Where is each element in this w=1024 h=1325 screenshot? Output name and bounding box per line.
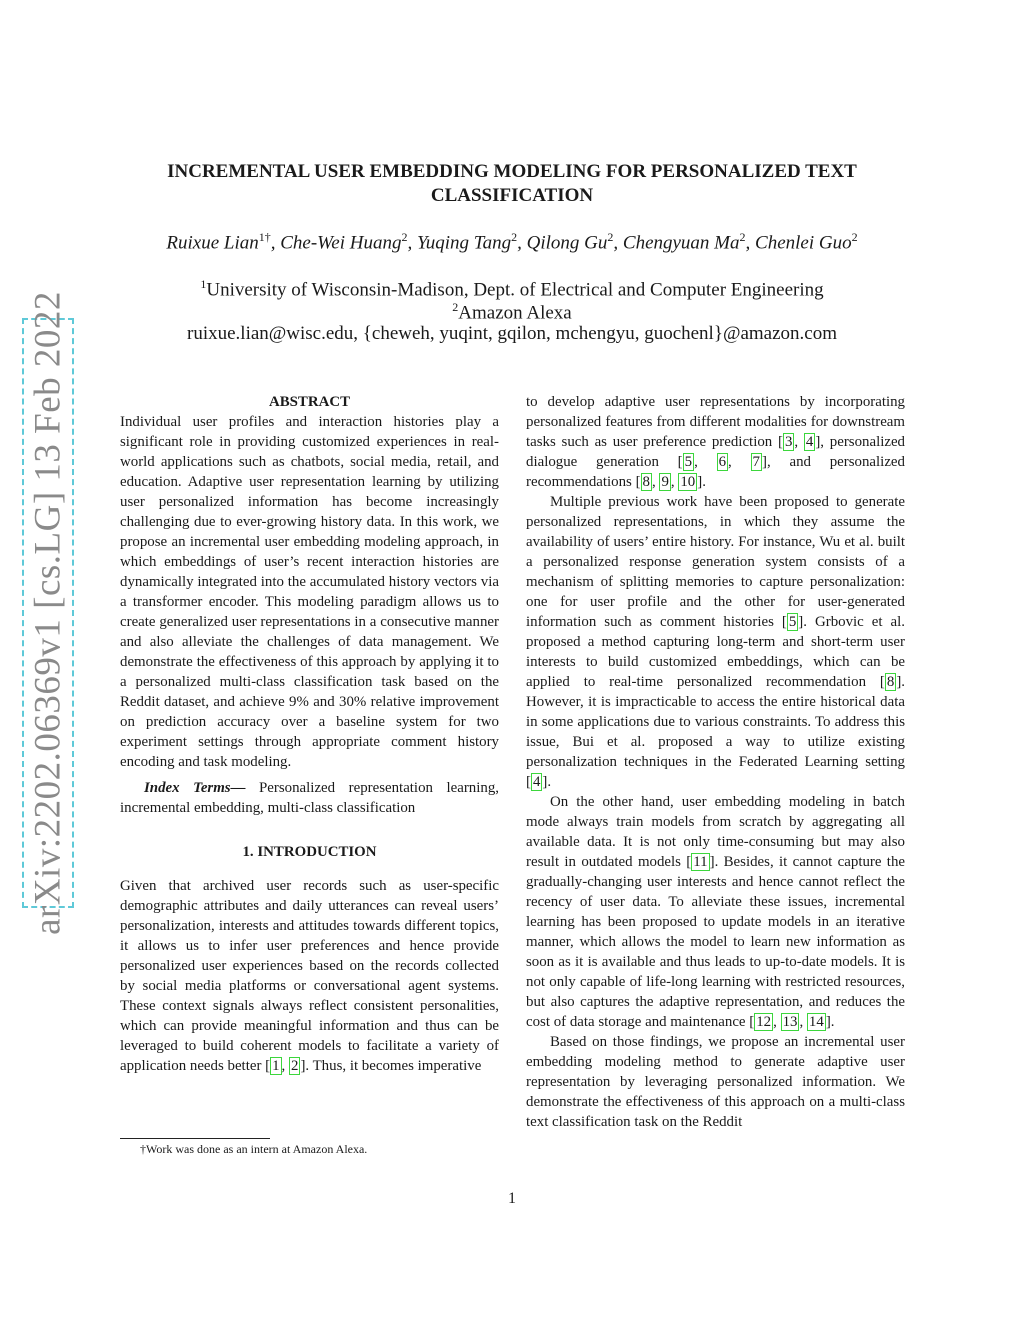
body-text: to develop adaptive user representations by incorporating personalized features from different modalities for downstream tasks such as user preference prediction [ xyxy=(526,394,905,450)
citation-link[interactable]: 4 xyxy=(805,434,814,450)
intro-heading: 1. INTRODUCTION xyxy=(242,844,377,860)
author-affil-mark: 2 xyxy=(607,230,614,244)
citation-link[interactable]: 7 xyxy=(752,454,760,470)
index-terms-label: Index Terms— xyxy=(144,780,246,796)
affil-mark: 1 xyxy=(200,277,207,291)
title-line-2: CLASSIFICATION xyxy=(430,185,594,206)
affiliation-1 xyxy=(110,277,914,301)
citation-link[interactable]: 13 xyxy=(782,1014,798,1030)
affiliation-2 xyxy=(110,300,914,324)
author-affil-mark: 2 xyxy=(511,230,518,244)
citation-link[interactable]: 12 xyxy=(756,1014,772,1030)
author-name: Chengyuan Ma xyxy=(622,232,740,254)
body-text: On the other hand, user embedding modeling in batch mode always train models from scratch by aggregating all available data. It is not only time-consuming but may also result in outdated models [ xyxy=(526,794,905,870)
body-text: ], personalized dialogue generation [ xyxy=(526,434,906,470)
body-text: ]. xyxy=(825,1014,835,1030)
citation-link[interactable]: 8 xyxy=(886,674,895,690)
footnote: †Work was done as an intern at Amazon Alexa. xyxy=(140,1142,368,1156)
body-text: ]. xyxy=(542,774,552,790)
abstract-text: Individual user profiles and interaction histories play a significant role in providing customized experiences in real-world applications such as chatbots, social media, retail, and education. Adaptive user representation learning by utilizing user personalized information has become increasingly challenging due to ever-growing history data. In this work, we propose an incremental user embedding modeling approach, in which embeddings of user’s recent interaction histories are dynamically integrated into the accumulated history vectors via a transformer encoder. This modeling paradigm allows us to create generalized user representations in a consecutive manner and also alleviate the challenges of data management. We demonstrate the effectiveness of this approach by applying it to a personalized multi-class classification task based on the Reddit dataset, and achieve 9% and 30% relative improvement on prediction accuracy over a baseline system for two experiment settings through appropriate comment history encoding and task modeling. xyxy=(120,414,499,770)
author-list: Ruixue Lian$^{1\dagger}$, Che-Wei Huang$^2$, Yuqing Tang$^2$, Qilong Gu$^2$, Chengyuan Ma$^2$, Chenlei Guo$^2$ xyxy=(166,230,858,254)
arxiv-identifier: arXiv:2202.06369v1 [cs.LG] 13 Feb 2022 xyxy=(27,291,69,935)
right-column xyxy=(526,392,905,1132)
body-text: ]. Grbovic et al. proposed a method capturing long-term and short-term user interests to build customized embeddings, which can be applied to real-time personalized recommendation [ xyxy=(526,614,905,690)
intro-text: Given that archived user records such as user-specific demographic attributes and daily utterances can reveal users’ personalization, interests and attitudes towards different topics, it allows us to infer user preferences and hence provide personalized user experiences based on the records collected by social media platforms or conversational agent systems. These context signals always reflect consistent personalities, which can provide meaningful information and thus can be leveraged to build coherent models to facilitate a variety of application needs better [ xyxy=(120,878,499,1074)
citation-link[interactable]: 14 xyxy=(808,1014,824,1030)
arxiv-stamp xyxy=(22,291,74,935)
affil-mark: 2 xyxy=(452,300,459,314)
paper-title xyxy=(120,160,904,208)
title-line-1: INCREMENTAL USER EMBEDDING MODELING FOR PERSONALIZED TEXT xyxy=(167,161,857,182)
intro-text: ]. Thus, it becomes imperative xyxy=(300,1058,482,1074)
body-text: ]. However, it is impracticable to access the entire historical data in some applications due to various constraints. To address this issue, Bui et al. proposed a way to utilize existing personalization techniques in the Federated Learning setting [ xyxy=(526,674,905,790)
citation-link[interactable]: 1 xyxy=(272,1058,280,1074)
intro-paragraph: Given that archived user records such as user-specific demographic attributes and daily utterances can reveal users’ personalization, interests and attitudes towards different topics, it allows us to infer user preferences and hence provide personalized user experiences based on the records collected by social media platforms or conversational agent systems. These context signals always reflect consistent personalities, which can provide meaningful information and thus can be leveraged to build coherent models to facilitate a variety of application needs better [ 1 , 2 ]. Thus, it becomes imperative xyxy=(120,878,499,1074)
page-number: 1 xyxy=(508,1190,516,1207)
citation-link[interactable]: 6 xyxy=(718,454,727,470)
index-terms xyxy=(120,778,499,818)
body-text: ], and personalized recommendations [ xyxy=(526,454,905,490)
author-name: Yuqing Tang xyxy=(416,232,512,254)
right-paragraph-4: Based on those findings, we propose an incremental user embedding modeling method to generate adaptive user representation by leveraging personalized information. We demonstrate the effectiveness of this approach on a multi-class text classification task on the Reddit xyxy=(526,1034,905,1130)
citation-link[interactable]: 8 xyxy=(642,474,650,490)
right-paragraph-2 xyxy=(526,492,905,792)
right-paragraph-1: to develop adaptive user representations by incorporating personalized features from different modalities for downstream tasks such as user preference prediction [ 3 , 4 ], personalized dialogue generation [ 5 , 6 , 7 ], and personalized recommendations [ 8 , 9 , 10 ]. xyxy=(526,394,906,490)
footnote-rule xyxy=(120,1138,270,1139)
author-name: Qilong Gu xyxy=(526,232,608,254)
body-text: ]. xyxy=(697,474,706,490)
citation-link[interactable]: 5 xyxy=(684,454,693,470)
citation-link[interactable]: 9 xyxy=(661,474,669,490)
affil-text: University of Wisconsin-Madison, Dept. of Electrical and Computer Engineering xyxy=(206,279,824,301)
citation-link[interactable]: 3 xyxy=(784,434,793,450)
author-affil-mark: 2 xyxy=(851,230,858,244)
affil-text: Amazon Alexa xyxy=(458,302,572,324)
citation-link[interactable]: 5 xyxy=(788,614,797,630)
author-affil-mark: 1† xyxy=(258,230,271,244)
author-name: Ruixue Lian xyxy=(166,232,259,254)
citation-link[interactable]: 11 xyxy=(693,854,708,870)
author-affil-mark: 2 xyxy=(739,230,746,244)
body-text: ]. Besides, it cannot capture the gradually-changing user interests and hence cannot reflect the recency of user data. To alleviate these issues, incremental learning has been proposed to update models in an iterative manner, which allows the model to learn new information as soon as it is available and thus leads to up-to-date models. It is not only capable of life-long learning with restricted resources, but also captures the adaptive representation, and reduces the cost of data storage and maintenance [ xyxy=(526,854,905,1030)
author-name: Chenlei Guo xyxy=(755,232,852,254)
left-column xyxy=(120,392,499,1076)
abstract-heading: ABSTRACT xyxy=(268,394,351,410)
citation-link[interactable]: 4 xyxy=(532,774,541,790)
index-terms-text: Personalized representation learning, incremental embedding, multi-class classification xyxy=(120,780,499,816)
citation-link[interactable]: 10 xyxy=(680,474,696,490)
body-text: Multiple previous work have been proposed to generate personalized representations, in which they assume the availability of users’ entire history. For instance, Wu et al. built a personalized response generation system consists of a mechanism of splitting memories to capture personalization: one for user profile and the other for user-generated information such as comment histories [ xyxy=(526,494,905,630)
right-paragraph-3: On the other hand, user embedding modeling in batch mode always train models from scratch by aggregating all available data. It is not only time-consuming but may also result in outdated models [ 11 ]. Besides, it cannot capture the gradually-changing user interests and hence cannot reflect the recency of user data. To alleviate these issues, incremental learning has been proposed to update models in an iterative manner, which allows the model to learn new information as soon as it is available and thus leads to up-to-date models. It is not only capable of life-long learning with restricted resources, but also captures the adaptive representation, and reduces the cost of data storage and maintenance [ 12 , 13 , 14 ]. xyxy=(526,794,905,1030)
author-affil-mark: 2 xyxy=(401,230,408,244)
author-name: Che-Wei Huang xyxy=(280,232,402,254)
author-emails: ruixue.lian@wisc.edu, {cheweh, yuqint, gqilon, mchengyu, guochenl}@amazon.com xyxy=(187,323,837,344)
citation-link[interactable]: 2 xyxy=(291,1058,299,1074)
